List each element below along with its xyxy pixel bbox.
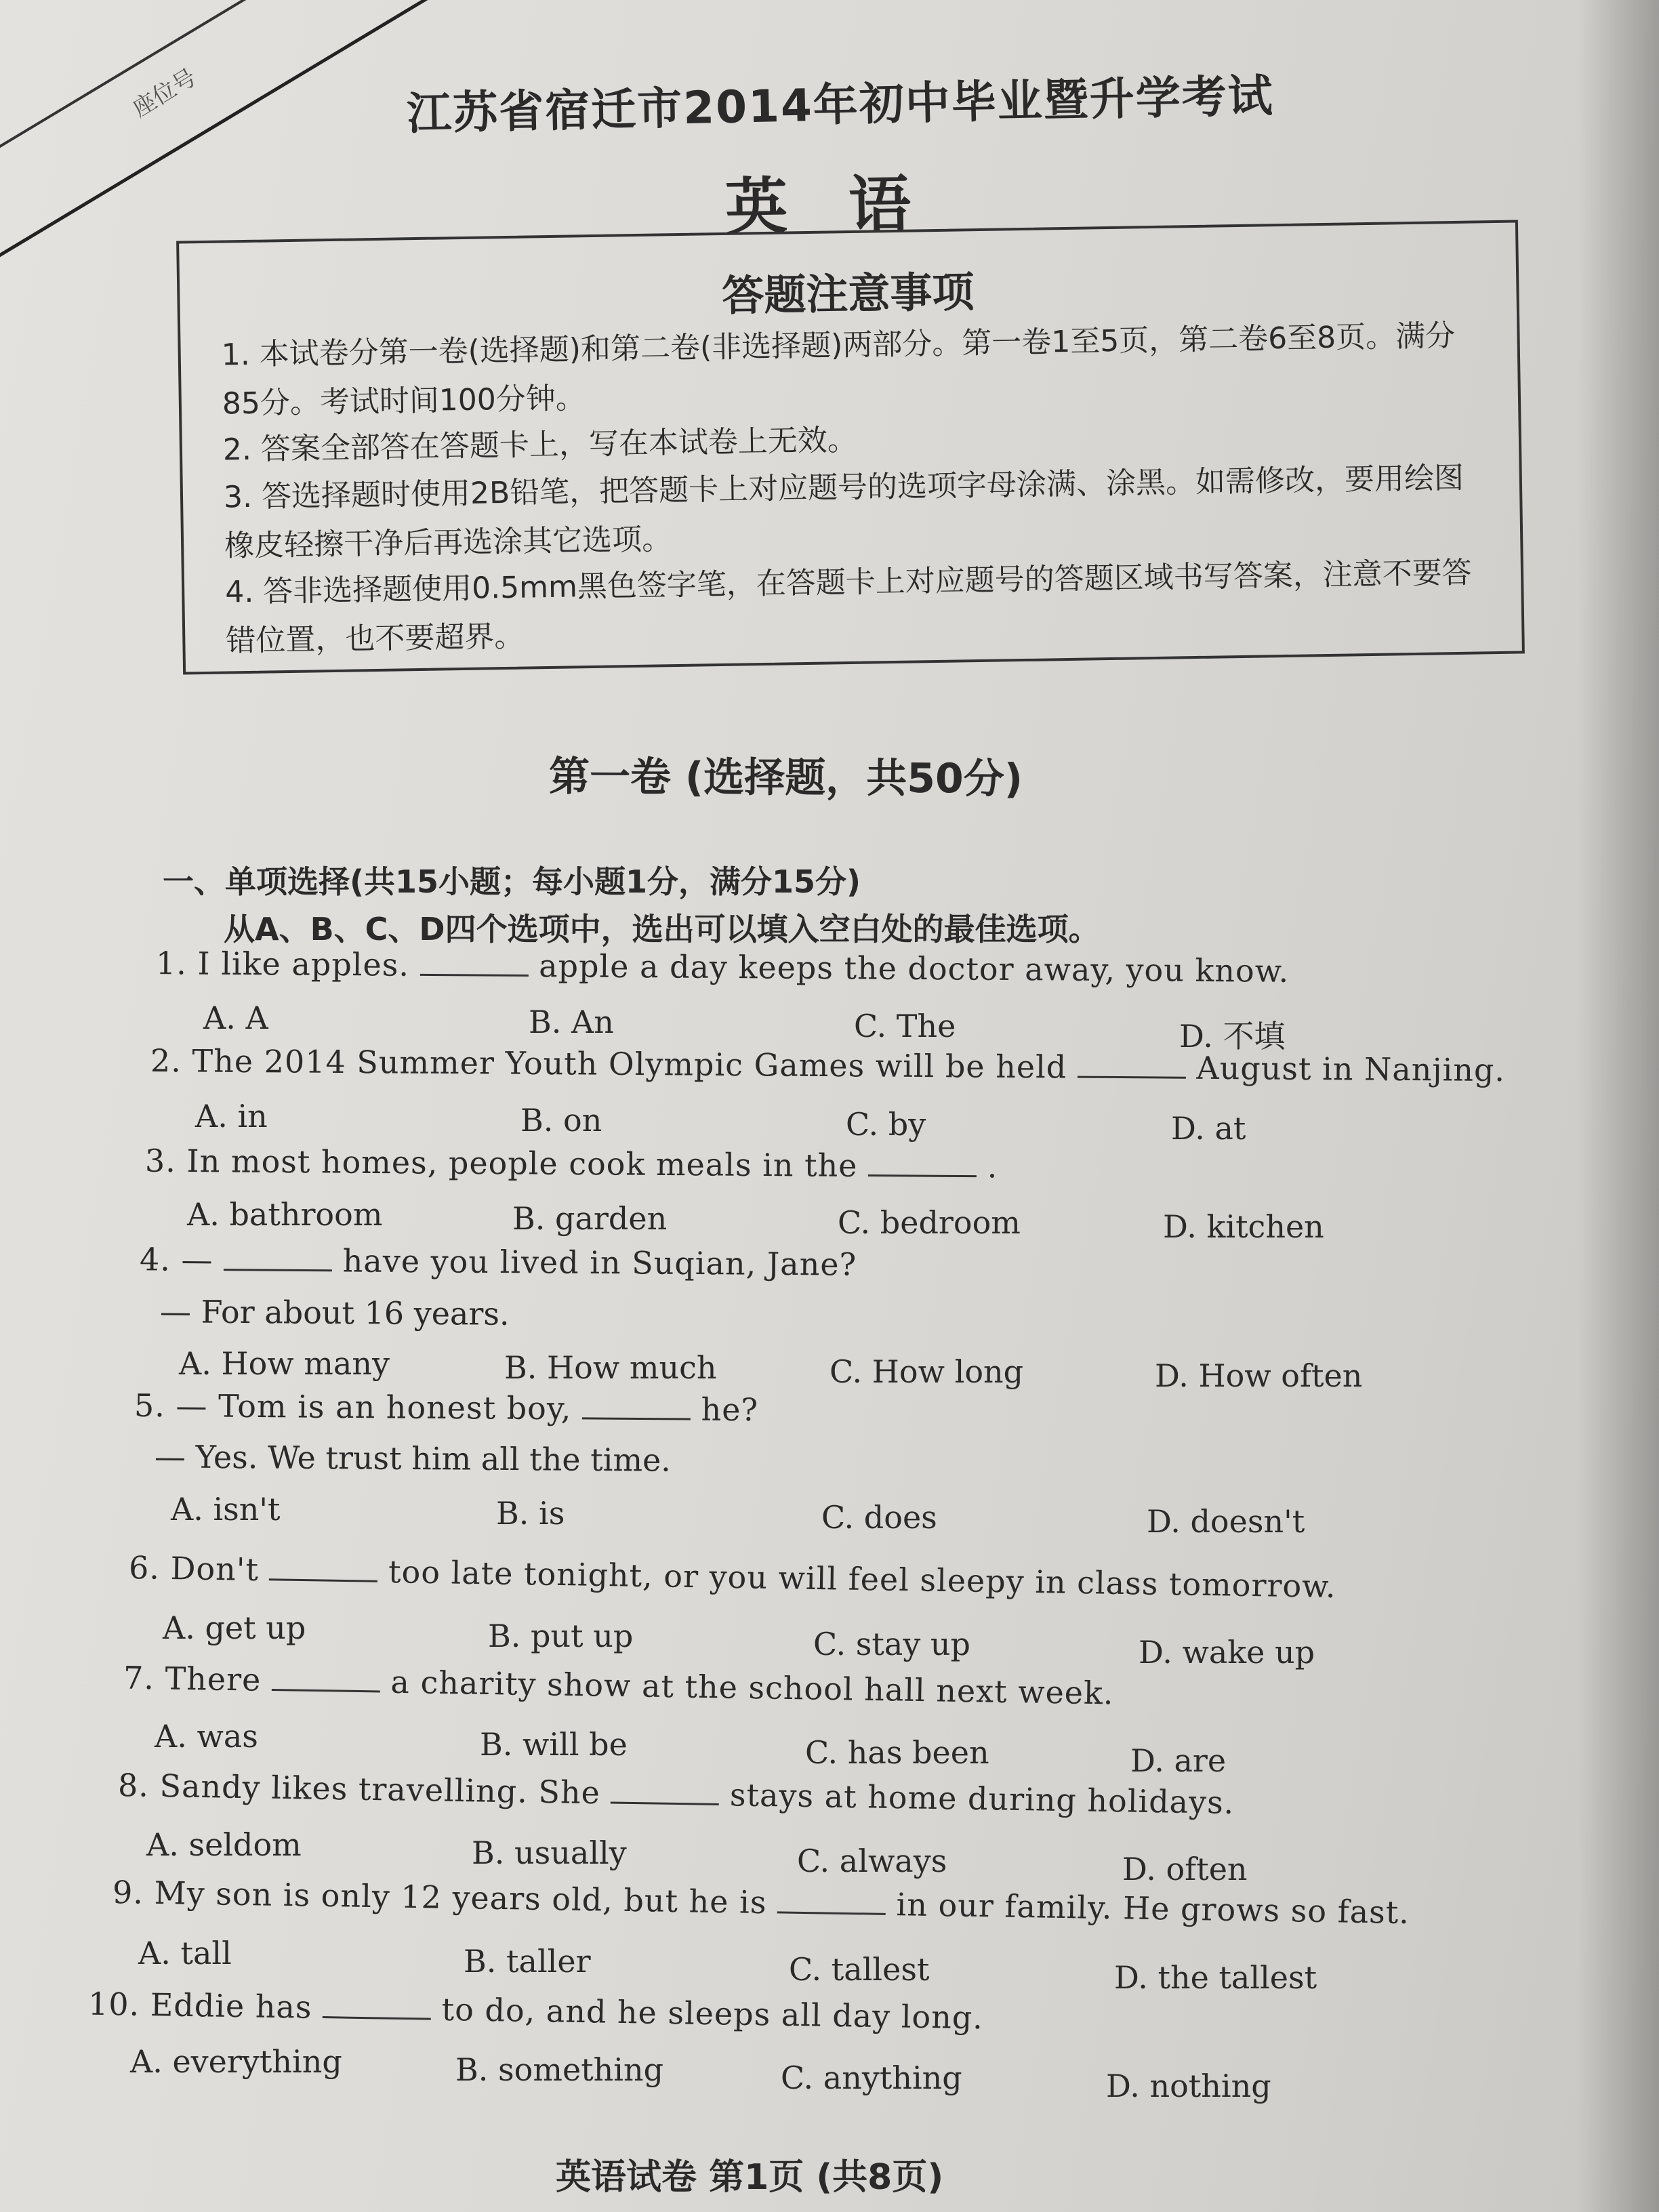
answer-option: A. tall	[138, 1935, 232, 1971]
answer-option: D. at	[1171, 1110, 1246, 1147]
answer-blank	[777, 1884, 886, 1915]
answer-option: C. tallest	[789, 1951, 930, 1988]
answer-option: D. are	[1130, 1742, 1227, 1779]
answer-option: C. The	[854, 1008, 956, 1044]
question-stem	[129, 1549, 1336, 1605]
question-number: 4.	[139, 1241, 182, 1278]
answer-option: A. isn't	[171, 1491, 281, 1528]
question-stem	[88, 1986, 984, 2036]
question-text: I like apples.	[197, 945, 420, 983]
answer-option: D. often	[1122, 1851, 1248, 1887]
question-text: The 2014 Summer Youth Olympic Games will be held	[192, 1042, 1078, 1086]
section-title: 一、单项选择(共15小题；每小题1分，满分15分)	[163, 863, 861, 900]
question-number: 1.	[155, 945, 198, 982]
question-stem	[156, 945, 1290, 989]
answer-option: A. get up	[163, 1610, 306, 1646]
question-text: — Tom is an honest boy,	[176, 1387, 583, 1427]
answer-option: B. is	[496, 1495, 565, 1532]
question-text: stays at home during holidays.	[719, 1776, 1235, 1821]
answer-option: B. How much	[504, 1349, 717, 1386]
question-text: My son is only 12 years old, but he is	[154, 1874, 778, 1921]
part-title: 第一卷 (选择题，共50分)	[548, 753, 1023, 803]
question-number: 2.	[150, 1042, 192, 1080]
question-text: he?	[690, 1391, 759, 1429]
answer-option: B. taller	[464, 1943, 591, 1980]
question-number: 10.	[87, 1985, 151, 2024]
answer-blank	[224, 1242, 332, 1271]
notice-item: 4. 答非选择题使用0.5mm黑色签字笔，在答题卡上对应题号的答题区域书写答案，注意不要答错位置，也不要超界。	[224, 555, 1473, 659]
answer-blank	[582, 1390, 691, 1420]
seat-number-label: 座位号	[127, 64, 201, 123]
question-number: 9.	[112, 1873, 155, 1911]
answer-option: A. How many	[179, 1345, 390, 1382]
question-text: in our family. He grows so fast.	[885, 1885, 1410, 1931]
answer-blank	[868, 1147, 977, 1177]
question-stem	[134, 1387, 758, 1428]
answer-option: C. bedroom	[838, 1204, 1021, 1241]
answer-option: A. was	[155, 1718, 258, 1755]
question-text: August in Nanjing.	[1185, 1049, 1506, 1088]
question-text: to do, and he sleeps all day long.	[430, 1990, 984, 2036]
answer-option: A. A	[203, 1000, 268, 1036]
answer-option: B. on	[520, 1102, 602, 1139]
question-text: There	[165, 1660, 272, 1698]
answer-option: B. something	[455, 2051, 664, 2088]
answer-option: C. does	[821, 1499, 937, 1536]
answer-option: C. has been	[805, 1734, 989, 1771]
section-instruction: 从A、B、C、D四个选项中，选出可以填入空白处的最佳选项。	[224, 911, 1100, 947]
answer-blank	[323, 1989, 432, 2020]
answer-option: A. everything	[130, 2043, 342, 2080]
notice-item: 1. 本试卷分第一卷(选择题)和第二卷(非选择题)两部分。第一卷1至5页，第二卷6至8页。满分85分。考试时间100分钟。	[221, 318, 1456, 422]
answer-option: D. wake up	[1139, 1634, 1315, 1671]
answer-option: A. seldom	[146, 1826, 302, 1863]
answer-option: B. An	[529, 1004, 614, 1040]
answer-option: D. nothing	[1106, 2068, 1271, 2104]
answer-blank	[419, 947, 528, 977]
question-text: Sandy likes travelling. She	[159, 1767, 611, 1811]
answer-blank	[269, 1551, 378, 1582]
answer-option: D. 不填	[1179, 1018, 1286, 1054]
answer-option: C. How long	[830, 1353, 1024, 1390]
question-number: 3.	[144, 1142, 187, 1180]
question-text: Don't	[170, 1549, 270, 1589]
answer-option: B. will be	[480, 1726, 628, 1763]
answer-option: C. always	[797, 1843, 947, 1879]
notice-box	[176, 220, 1525, 674]
answer-option: B. put up	[488, 1618, 634, 1654]
question-stem	[123, 1660, 1114, 1712]
page-shadow	[1578, 0, 1659, 2212]
answer-option: B. garden	[512, 1200, 668, 1237]
question-text: —	[181, 1241, 224, 1279]
dialogue-line: — Yes. We trust him all the time.	[154, 1438, 672, 1479]
notice-item: 3. 答选择题时使用2B铅笔，把答题卡上对应题号的选项字母涂满、涂黑。如需修改，要用绘图橡皮轻擦干净后再选涂其它选项。	[223, 460, 1465, 564]
question-stem	[150, 1042, 1505, 1088]
dialogue-line: — For about 16 years.	[159, 1293, 510, 1332]
question-number: 5.	[134, 1387, 176, 1425]
exam-title: 江苏省宿迁市2014年初中毕业暨升学考试	[406, 69, 1275, 140]
answer-blank	[611, 1774, 720, 1805]
question-text: a charity show at the school hall next week.	[380, 1663, 1114, 1712]
question-text: apple a day keeps the doctor away, you know.	[528, 947, 1290, 989]
answer-option: A. in	[195, 1098, 268, 1134]
seal-line	[0, 0, 436, 172]
notice-heading: 答题注意事项	[721, 267, 975, 321]
answer-option: D. doesn't	[1147, 1503, 1305, 1540]
answer-option: B. usually	[472, 1835, 627, 1871]
answer-option: C. stay up	[813, 1626, 970, 1662]
question-text: .	[976, 1148, 998, 1185]
answer-option: C. by	[846, 1106, 926, 1143]
answer-option: D. kitchen	[1163, 1208, 1324, 1245]
question-number: 7.	[123, 1659, 166, 1697]
subject-title: 英语	[724, 167, 973, 245]
notice-item: 2. 答案全部答在答题卡上，写在本试卷上无效。	[222, 422, 858, 468]
answer-option: A. bathroom	[187, 1196, 383, 1233]
question-text: have you lived in Suqian, Jane?	[331, 1242, 857, 1283]
question-stem	[145, 1143, 998, 1185]
question-text: Eddie has	[150, 1986, 323, 2026]
question-text: too late tonight, or you will feel sleepy in class tomorrow.	[377, 1553, 1337, 1605]
answer-option: C. anything	[781, 2060, 962, 2096]
question-text: In most homes, people cook meals in the	[186, 1143, 869, 1185]
question-stem	[140, 1241, 857, 1282]
answer-option: D. the tallest	[1114, 1959, 1317, 1996]
page-footer: 英语试卷 第1页 (共8页)	[556, 2157, 944, 2198]
question-number: 8.	[117, 1767, 161, 1805]
answer-blank	[1078, 1049, 1186, 1079]
answer-blank	[272, 1662, 381, 1693]
question-number: 6.	[128, 1549, 171, 1586]
answer-option: D. How often	[1155, 1357, 1363, 1394]
question-stem	[118, 1767, 1235, 1821]
